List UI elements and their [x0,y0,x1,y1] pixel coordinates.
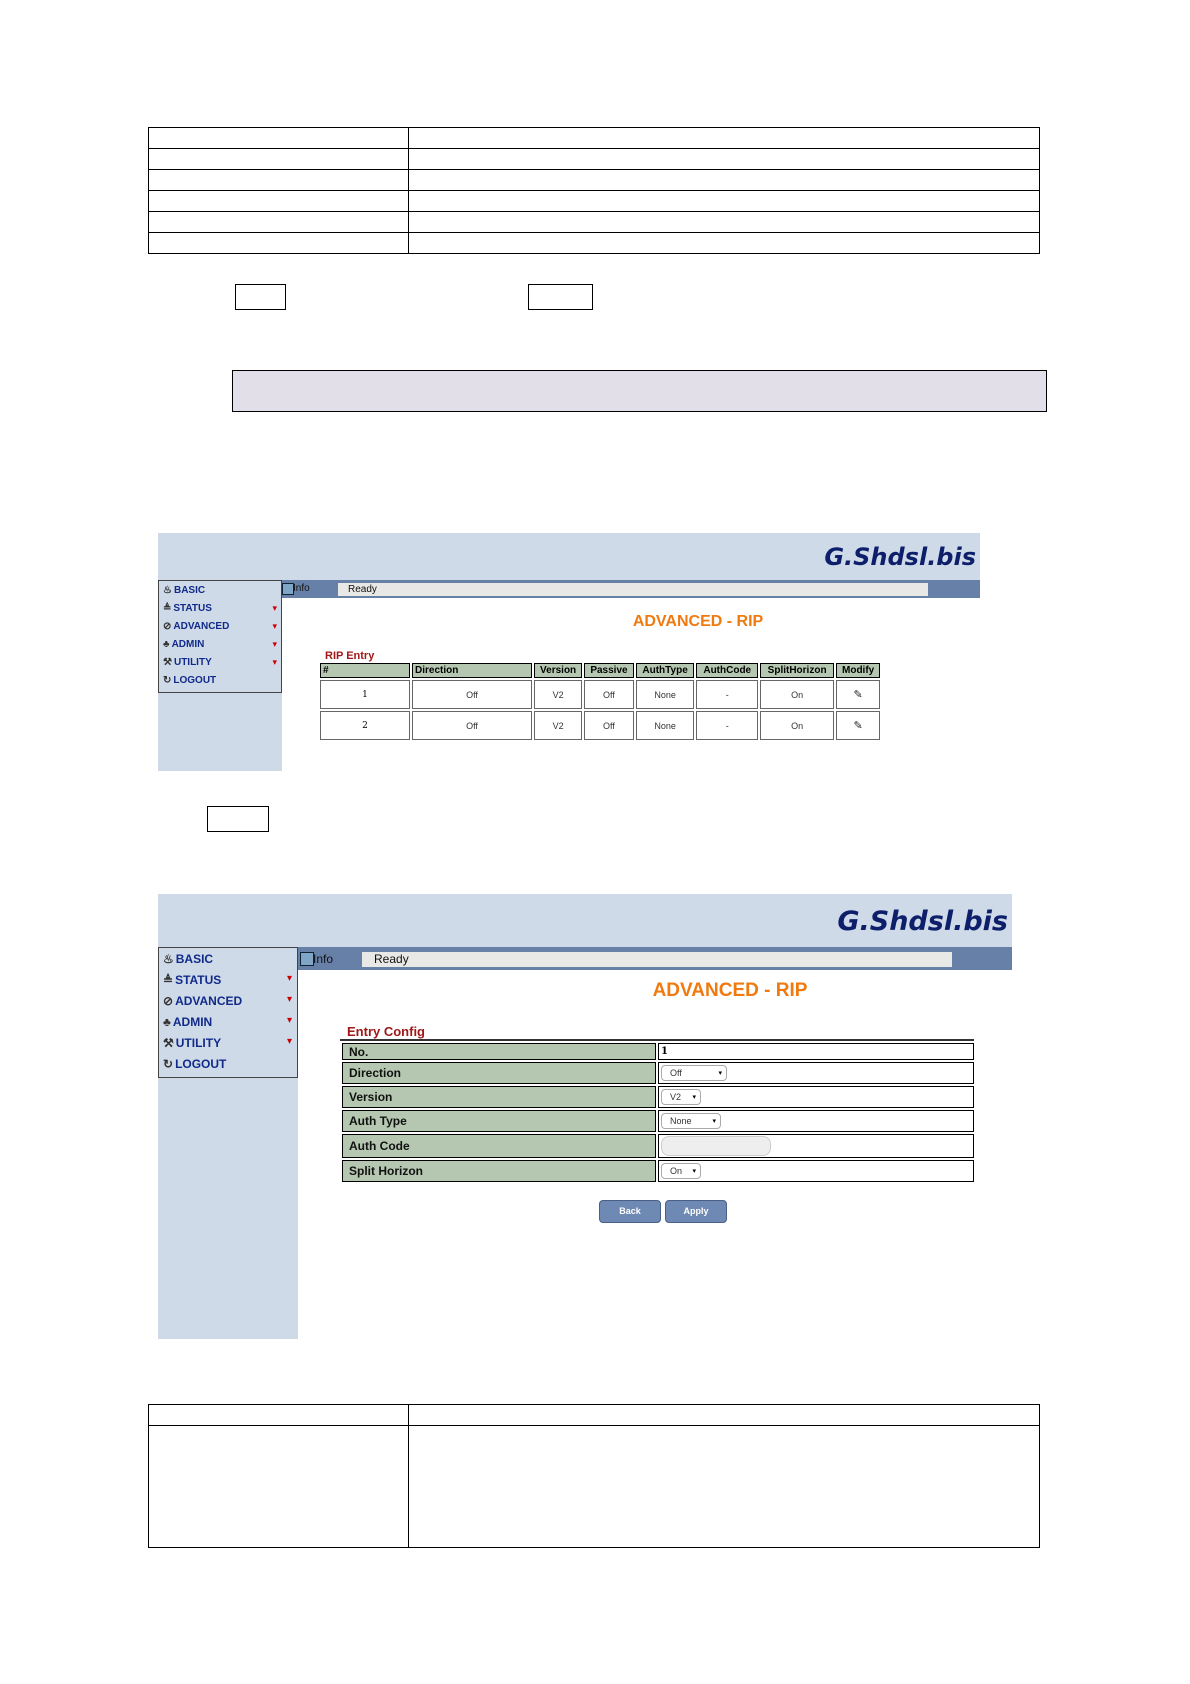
direction-label: Direction [342,1062,656,1084]
no-value-text: 1 [661,1046,668,1057]
authcode-cell [658,1134,974,1158]
table-row [320,711,880,740]
sidebar [158,580,282,771]
dropdown-arrow-icon: ▾ [718,1070,722,1077]
split-horizon-select[interactable] [661,1163,701,1179]
utility-icon: ⚒ [163,1036,174,1050]
status-text: Ready [362,952,952,967]
chevron-down-icon[interactable]: ▾ [272,639,277,649]
screenshot-rip-entry [158,533,980,771]
split-horizon-select-value: On [670,1166,683,1176]
cell [409,170,1040,191]
direction-cell [658,1062,974,1084]
menu-label: ADMIN [172,1015,213,1029]
info-label: Info [293,583,310,594]
menu-admin[interactable] [163,639,204,650]
cell-modify [836,711,880,740]
info-label: Info [313,952,334,966]
menu-label: ADMIN [171,639,205,650]
cell [149,212,409,233]
menu-label: LOGOUT [175,1057,227,1071]
menu-advanced[interactable] [163,621,229,632]
back-button[interactable]: Back [599,1200,661,1223]
cell-splithorizon: On [760,711,834,740]
cell-direction: Off [412,680,532,709]
chevron-down-icon[interactable]: ▾ [286,1015,292,1026]
menu-label: UTILITY [173,657,212,668]
chevron-down-icon[interactable]: ▾ [272,621,277,631]
menu-label: STATUS [173,603,212,614]
col-header: SplitHorizon [760,663,834,678]
menu-label: BASIC [175,952,214,966]
cell-passive: Off [584,711,634,740]
menu-label: UTILITY [175,1036,222,1050]
col-header: # [320,663,410,678]
menu-utility[interactable] [163,1036,221,1050]
section-title: RIP Entry [325,650,375,662]
authtype-select[interactable] [661,1113,721,1129]
menu-basic[interactable] [163,585,205,596]
direction-select[interactable] [661,1065,727,1081]
col-header: AuthCode [696,663,758,678]
no-label: No. [342,1043,656,1060]
table-row [320,680,880,709]
bottom-description-table [148,1404,1040,1548]
menu-label: STATUS [175,973,222,987]
cell-num: 2 [320,711,410,740]
authcode-input [661,1136,771,1156]
logout-icon: ↻ [163,675,172,686]
cell [409,128,1040,149]
cell [409,1405,1040,1426]
utility-icon: ⚒ [163,657,172,668]
cell [409,1426,1040,1548]
authtype-select-value: None [670,1116,692,1126]
basic-icon: ♨ [163,952,174,966]
chevron-down-icon[interactable]: ▾ [286,973,292,984]
cell-modify [836,680,880,709]
cell [409,212,1040,233]
admin-icon: ♣ [163,1015,171,1029]
menu-label: BASIC [173,585,206,596]
menu-label: ADVANCED [173,621,230,632]
page-title: ADVANCED - RIP [632,613,764,630]
chevron-down-icon[interactable]: ▾ [286,1036,292,1047]
cell-version: V2 [534,680,582,709]
inline-button-box-1 [235,284,286,310]
cell-version: V2 [534,711,582,740]
header-banner [158,894,1012,947]
authcode-label: Auth Code [342,1134,656,1158]
col-header: Modify [836,663,880,678]
cell [149,170,409,191]
status-icon: ≜ [163,603,172,614]
menu-status[interactable] [163,603,212,614]
inline-button-box-3 [207,806,269,832]
chevron-down-icon[interactable]: ▾ [286,994,292,1005]
menu-advanced[interactable] [163,994,242,1008]
edit-icon[interactable]: ✎ [853,689,863,701]
cell [409,149,1040,170]
rip-entry-table [318,661,882,742]
version-cell [658,1086,974,1108]
dropdown-arrow-icon: ▾ [692,1168,696,1175]
chevron-down-icon[interactable]: ▾ [272,603,277,613]
cell-authcode: - [696,680,758,709]
cell-num: 1 [320,680,410,709]
dropdown-arrow-icon: ▾ [712,1118,716,1125]
no-value [658,1043,974,1060]
menu-label: ADVANCED [175,994,243,1008]
cell-authtype: None [636,711,695,740]
authtype-cell [658,1110,974,1132]
direction-select-value: Off [670,1068,682,1078]
cell [149,128,409,149]
version-select-value: V2 [670,1092,682,1102]
section-title: Entry Config [347,1024,425,1039]
cell-passive: Off [584,680,634,709]
sidebar [158,947,298,1339]
col-header: Passive [584,663,634,678]
menu-status[interactable] [163,973,221,987]
menu-label: LOGOUT [173,675,217,686]
cell-direction: Off [412,711,532,740]
menu-logout[interactable] [163,675,216,686]
top-description-table [148,127,1040,254]
status-icon: ≜ [163,973,174,987]
edit-icon[interactable]: ✎ [853,720,863,732]
cell [409,233,1040,254]
cell [149,1426,409,1548]
sidebar-menu [158,580,282,693]
entry-config-form [340,1041,976,1184]
header-banner [158,533,980,580]
info-bar [298,947,1012,970]
col-header: Version [534,663,582,678]
version-select[interactable] [661,1089,701,1105]
brand-logo: G.Shdsl.bis [837,906,1008,937]
cell [149,191,409,212]
inline-button-box-2 [528,284,593,310]
col-header: AuthType [636,663,695,678]
status-text: Ready [338,583,928,596]
page-title: ADVANCED - RIP [652,980,808,1001]
cell [149,233,409,254]
info-icon [300,952,314,966]
cell [149,1405,409,1426]
cell [409,191,1040,212]
info-bar [280,580,980,598]
note-box [232,370,1047,412]
version-label: Version [342,1086,656,1108]
advanced-icon: ⊘ [163,994,174,1008]
screenshot-entry-config [158,894,1012,1339]
basic-icon: ♨ [163,585,172,596]
split-horizon-cell [658,1160,974,1182]
logout-icon: ↻ [163,1057,174,1071]
sidebar-menu [158,947,298,1078]
cell-authtype: None [636,680,695,709]
menu-basic[interactable] [163,952,213,966]
chevron-down-icon[interactable]: ▾ [272,657,277,667]
menu-utility[interactable] [163,657,212,668]
authtype-label: Auth Type [342,1110,656,1132]
apply-button[interactable]: Apply [665,1200,727,1223]
cell-authcode: - [696,711,758,740]
dropdown-arrow-icon: ▾ [692,1094,696,1101]
admin-icon: ♣ [163,639,170,650]
menu-admin[interactable] [163,1015,212,1029]
brand-logo: G.Shdsl.bis [824,543,976,571]
cell [149,149,409,170]
advanced-icon: ⊘ [163,621,172,632]
menu-logout[interactable] [163,1057,226,1071]
cell-splithorizon: On [760,680,834,709]
split-horizon-label: Split Horizon [342,1160,656,1182]
col-header: Direction [412,663,532,678]
